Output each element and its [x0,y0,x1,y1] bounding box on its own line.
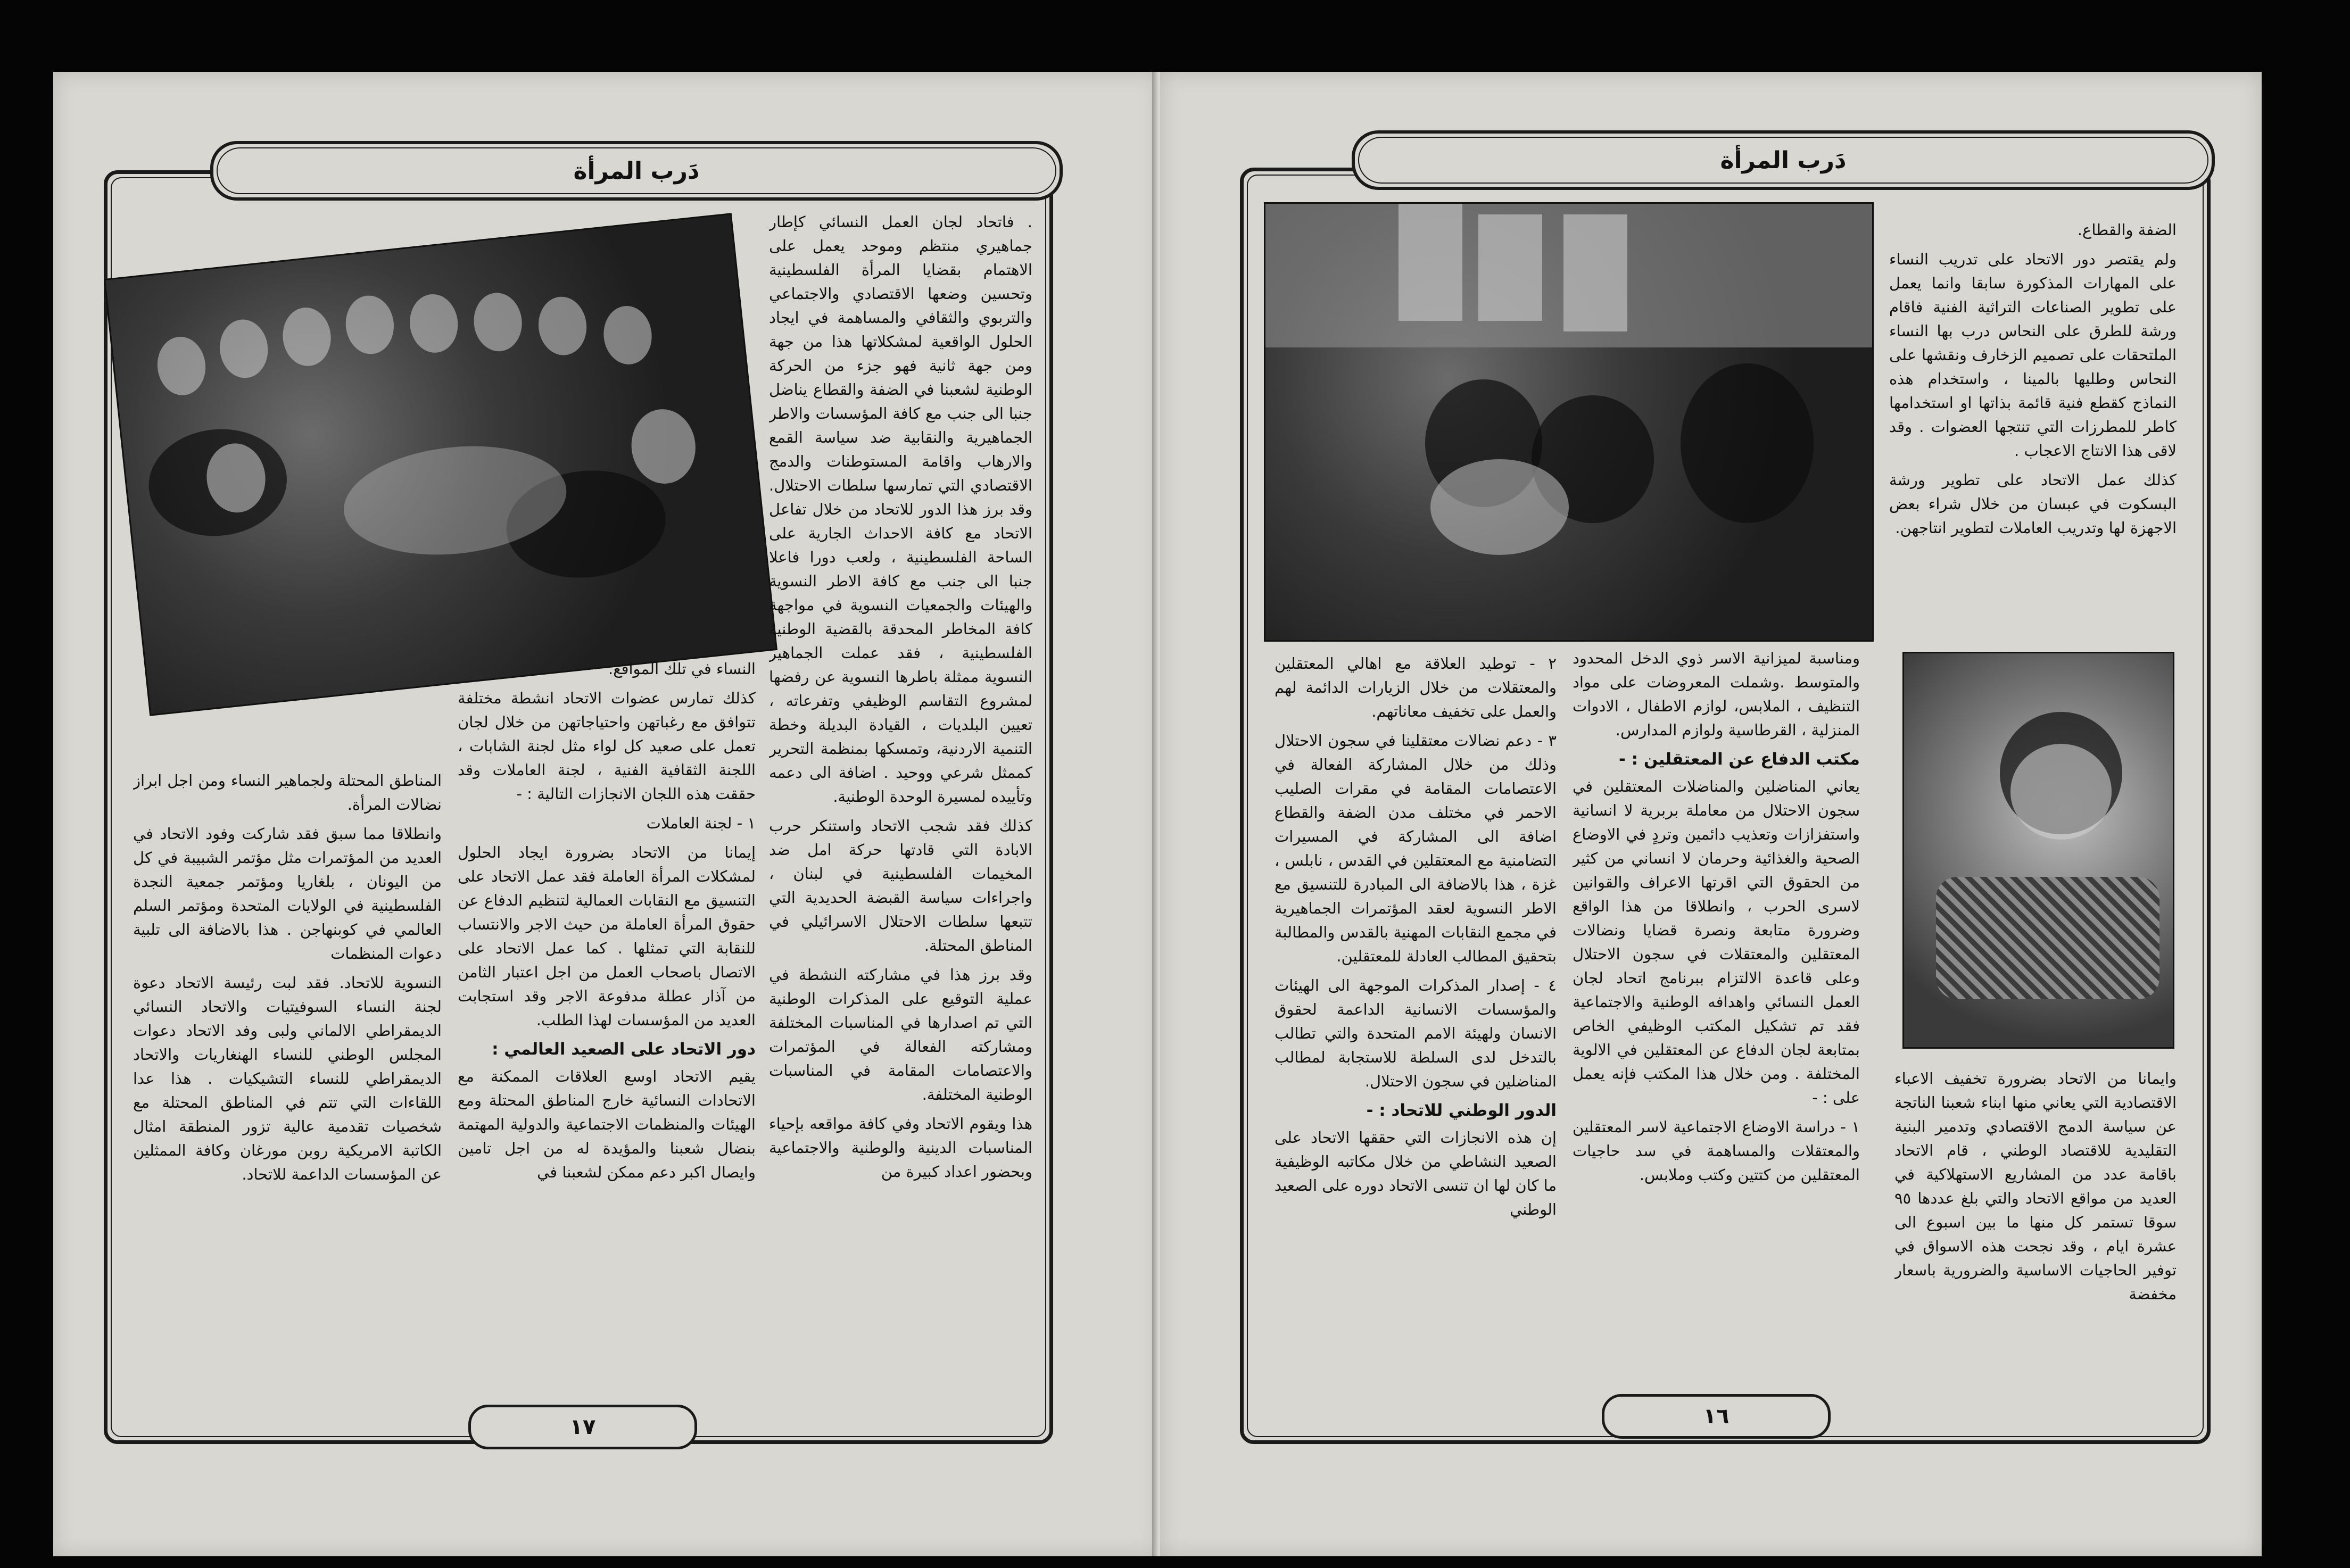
paragraph: كذلك عمل الاتحاد على تطوير ورشة البسكوت في عبسان من خلال شراء بعض الاجهزة لها وتدريب العاملات لتطوير انتاجهن. [1889,471,2177,537]
left-page-col-left [133,769,442,1397]
right-page-col-left [1275,652,1557,1391]
paragraph: وقد برز هذا في مشاركته النشطة في عملية التوقيع على المذكرات الوطنية التي تم اصدارها في المناسبات المختلفة ومشاركته الفعالة في المؤتمرات والاعتصامات المقامة في المناسبات الوطنية المختلفة. [769,966,1032,1104]
paragraph: وايمانا من الاتحاد بضرورة تخفيف الاعباء الاقتصادية التي يعاني منها ابناء شعبنا الناتجة عن سياسة الدمج الاقتصادي وتدمير البنية التقليدية للاقتصاد الوطني ، قام الاتحاد باقامة عدد من المشاريع الاستهلاكية في العديد من مواقع الاتحاد والتي بلغ عددها ٩٥ سوقا تستمر كل منها ما بين اسبوع الى عشرة ايام ، وقد نجحت هذه الاسواق في توفير الحاجيات الاساسية والضرورية باسعار مخفضة [1894,1069,2177,1303]
left-page-title [210,141,1063,201]
left-page-col-right [769,210,1032,1391]
right-page-title [1352,130,2215,190]
section-heading: دور الاتحاد على الصعيد العالمي : [492,1040,756,1059]
paragraph: النسوية للاتحاد. فقد لبت رئيسة الاتحاد دعوة لجنة النساء السوفيتيات والاتحاد النسائي الديمقراطي الالماني ولبى وفد الاتحاد دعوات المجلس الوطني للنساء الهنغاريات والاتحاد الديمقراطي للنساء التشيكيات . هذا عدا اللقاءات التي تتم في المناطق المحتلة مع شخصيات تقدمية عالية تزور المنطقة امثال الكاتبة الامريكية روبن مورغان وكافة الممثلين عن المؤسسات الداعمة للاتحاد. [133,974,442,1183]
section-heading: الدور الوطني للاتحاد : - [1366,1101,1557,1120]
right-page-number: ١٦ [1602,1394,1831,1439]
paragraph: يقيم الاتحاد اوسع العلاقات الممكنة مع الاتحادات النسائية خارج المناطق المحتلة ومع الهيئات والمنظمات الاجتماعية والدولية المهتمة بنضال شعبنا والمؤيدة له من اجل تامين وايصال اكبر دعم ممكن لشعبنا في [458,1067,756,1181]
right-page-top-photo [1264,202,1874,642]
left-page-col-middle [458,657,756,1391]
magazine-title: دَرب المرأة [1720,146,1847,174]
paragraph: ولم يقتصر دور الاتحاد على تدريب النساء على المهارات المذكورة سابقا وانما يعمل على تطوير الصناعات التراثية الفنية فاقام ورشة للطرق على النحاس درب بها النساء الملتحقات على تصميم الزخارف ونقشها على النحاس وطليها بالمينا ، واستخدام هذه النماذج كقطع فنية قائمة بذاتها او استخدامها كاطر للمطرزات التي تنتجها العضوات . وقد لاقى هذا الانتاج الاعجاب . [1889,250,2177,460]
paragraph: ٤ - إصدار المذكرات الموجهة الى الهيئات والمؤسسات الانسانية الداعمة لحقوق الانسان ولهيئة الامم المتحدة والتي تطالب بالتدخل لدى السلطة للاستجابة لمطالب المناضلين في سجون الاحتلال. [1275,976,1557,1090]
right-page-col-right-bottom [1894,1067,2177,1397]
paragraph: وانطلاقا مما سبق فقد شاركت وفود الاتحاد في العديد من المؤتمرات مثل مؤتمر الشبيبة في كل من اليونان ، بلغاريا ومؤتمر جمعية النجدة الفلسطينية في الولايات المتحدة ومؤتمر السلم العالمي في كوبنهاجن . هذا بالاضافة الى تلبية دعوات المنظمات [133,825,442,963]
paragraph: يعاني المناضلين والمناضلات المعتقلين في سجون الاحتلال من معاملة بربرية لا انسانية واستفزازات وتعذيب دائمين وتردٍ في الاوضاع الصحية والغذائية وحرمان لا انساني من كثير من الحقوق التي اقرتها الاعراف والقوانين لاسرى الحرب ، وانطلاقا من هذا الواقع وضرورة متابعة ونصرة قضايا ونضالات المعتقلين والمعتقلات في سجون الاحتلال وعلى قاعدة الالتزام ببرنامج اتحاد لجان العمل النسائي واهدافه الوطنية والاجتماعية فقد تم تشكيل المكتب الوظيفي الخاص بمتابعة لجان الدفاع عن المعتقلين في الالوية المختلفة . ومن خلال هذا المكتب فإنه يعمل على : - [1573,777,1860,1107]
paragraph: ١ - دراسة الاوضاع الاجتماعية لاسر المعتقلين والمعتقلات والمساهمة في سد حاجيات المعتقلين من كتتين وكتب وملابس. [1573,1118,1860,1184]
paragraph: الضفة والقطاع. [2077,221,2177,239]
right-page-col-right-top [1889,218,2177,644]
right-page-col-middle [1573,646,1860,1391]
right-page-child-photo [1902,652,2174,1049]
paragraph: كذلك فقد شجب الاتحاد واستنكر حرب الابادة التي قادتها حركة امل ضد المخيمات الفلسطينية في لبنان ، واجراءات سياسة القبضة الحديدية التي تتبعها سلطات الاحتلال الاسرائيلي في المناطق المحتلة. [769,817,1032,955]
left-page-number: ١٧ [468,1405,697,1449]
paragraph: هذا ويقوم الاتحاد وفي كافة مواقعه بإحياء المناسبات الدينية والوطنية والاجتماعية وبحضور اعداد كبيرة من [769,1115,1032,1181]
magazine-title: دَرب المرأة [573,157,700,185]
paragraph: النساء في تلك المواقع. [608,660,756,678]
left-page-photo [104,213,777,716]
paragraph: إيمانا من الاتحاد بضرورة ايجاد الحلول لمشكلات المرأة العاملة فقد عمل الاتحاد على التنسيق مع النقابات العمالية لتنظيم الدفاع عن حقوق المرأة العاملة من حيث الاجر والانتساب للنقابة التي تمثلها . كما عمل الاتحاد على الاتصال باصحاب العمل من اجل اعتبار الثامن من آذار عطلة مدفوعة الاجر وقد استجابت العديد من المؤسسات لهذا الطلب. [458,843,756,1029]
paragraph: ومناسبة لميزانية الاسر ذوي الدخل المحدود والمتوسط .وشملت المعروضات على مواد التنظيف ، الملابس، لوازم الاطفال ، الادوات المنزلية ، القرطاسية ولوازم المدارس. [1573,649,1860,739]
section-heading: مكتب الدفاع عن المعتقلين : - [1619,750,1860,769]
paragraph: ٣ - دعم نضالات معتقلينا في سجون الاحتلال وذلك من خلال المشاركة الفعالة في الاعتصامات المقامة في مقرات الصليب الاحمر في مختلف مدن الضفة والقطاع اضافة الى المشاركة في المسيرات التضامنية مع المعتقلين في القدس ، نابلس ، غزة ، هذا بالاضافة الى المبادرة للتنسيق مع الاطر النسوية لعقد المؤتمرات الجماهيرية في مجمع النقابات المهنية بالقدس والمطالبة بتحقيق المطالب العادلة للمعتقلين. [1275,732,1557,965]
paragraph: المناطق المحتلة ولجماهير النساء ومن اجل ابراز نضالات المرأة. [133,771,442,814]
paragraph: ٢ - توطيد العلاقة مع اهالي المعتقلين والمعتقلات من خلال الزيارات الدائمة لهم والعمل على تخفيف معاناتهم. [1275,654,1557,720]
paragraph: ١ - لجنة العاملات [646,814,756,832]
paragraph: . فاتحاد لجان العمل النسائي كإطار جماهيري منتظم وموحد يعمل على الاهتمام بقضايا المرأة الفلسطينية وتحسين وضعها الاقتصادي والاجتماعي والتربوي والثقافي والمساهمة في ايجاد الحلول الواقعية لمشكلاتها هذا من جهة ومن جهة ثانية فهو جزء من الحركة الوطنية لشعبنا في الضفة والقطاع يناضل جنبا الى جنب مع كافة المؤسسات والاطر الجماهيرية والنقابية ضد سياسة القمع والارهاب واقامة المستوطنات والدمج الاقتصادي التي تمارسها سلطات الاحتلال. وقد برز هذا الدور للاتحاد من خلال تفاعل الاتحاد مع كافة الاحداث الجارية على الساحة الفلسطينية ، ولعب دورا فاعلا جنبا الى جنب مع كافة الاطر النسوية والهيئات والجمعيات النسوية في مواجهة كافة المخاطر المحدقة بالقضية الوطنية الفلسطينية ، فقد عملت الجماهير النسوية ممثلة باطرها النسوية عن رفضها لمشروع التقاسم الوظيفي وتفرعاته ، تعيين البلديات ، القيادة البديلة وخطة التنمية الاردنية، وتمسكها بمنظمة التحرير كممثل شرعي ووحيد . اضافة الى دعمه وتأييده لمسيرة الوحدة الوطنية. [769,213,1032,806]
paragraph: إن هذه الانجازات التي حققها الاتحاد على الصعيد النشاطي من خلال مكاتبه الوظيفية ما كان لها ان تنسى الاتحاد دوره على الصعيد الوطني [1275,1129,1557,1218]
paragraph: كذلك تمارس عضوات الاتحاد انشطة مختلفة تتوافق مع رغباتهن واحتياجاتهن من خلال لجان تعمل على صعيد كل لواء مثل لجنة الشابات ، اللجنة الثقافية الفنية ، لجنة العاملات وقد حققت هذه اللجان الانجازات التالية : - [458,689,756,803]
